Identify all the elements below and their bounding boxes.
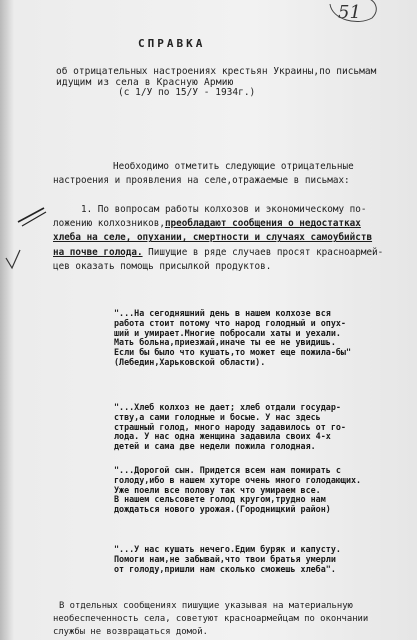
- point-line: [53, 231, 383, 245]
- quote-line: Уже поели все полову так что умираем все.: [114, 484, 321, 495]
- page-number-circle: [0, 0, 417, 40]
- letter-quote: [114, 403, 346, 452]
- point-line: [53, 217, 383, 231]
- document-subtitle: [56, 67, 386, 99]
- subtitle-line: (с 1/У по 15/У - 1934г.): [118, 87, 256, 98]
- quote-line: Мать больна,приезжай,иначе ты ее не увидишь.: [114, 337, 336, 348]
- quote-line: дождаться нового урожая.(Городнищкий район): [114, 504, 331, 515]
- conclusion-line: службы не возвращаться домой.: [53, 627, 208, 637]
- quote-line: лода. У нас одна женщина задавила своих 4-х: [114, 431, 331, 442]
- point-line: цев оказать помощь присылкой продуктов.: [53, 260, 272, 272]
- intro-line: Необходимо отметить следующие отрицательные: [113, 161, 354, 172]
- quote-line: ший и умирает.Многие побросали хаты и уехали.: [114, 327, 341, 338]
- conclusion-line: В отдельных сообщениях пишущие указывая на материальную: [59, 601, 353, 611]
- quote-line: ству,а сами голодные и босые. У нас здесь: [114, 411, 321, 422]
- letter-quote: [114, 309, 351, 368]
- underlined-text: преобладают сообщения о недостатках: [164, 218, 361, 230]
- quote-line: В нашем сельсовете голод кругом,трудно нам: [114, 494, 326, 505]
- point-text: Пишущие в ряде случаев просят красноармей-: [142, 246, 384, 258]
- quote-line: от голоду,пришли нам сколько сможешь хлеба".: [114, 563, 336, 574]
- point-1-paragraph: [53, 203, 383, 274]
- margin-check-marks: [0, 190, 60, 270]
- subtitle-line: об отрицательных настроениях крестьян Украины,по письмам: [56, 66, 377, 77]
- underlined-text: хлеба на селе, опухании, смертности и случаях самоубийств: [53, 232, 373, 244]
- conclusion-paragraph: [53, 600, 368, 639]
- quote-line: страшный голод, много народу задавилось от го-: [114, 421, 346, 432]
- quote-line: Помоги нам,не забывай,что твои братья умерли: [114, 553, 336, 564]
- quote-line: (Лебедин,Харьковской области).: [114, 356, 266, 367]
- quote-line: "...На сегодняшний день в нашем колхозе вся: [114, 308, 331, 318]
- point-line: [53, 246, 383, 260]
- quote-line: детей и сама две недели пожила голодная.: [114, 441, 316, 452]
- document-title: СПРАВКА: [138, 37, 206, 50]
- letter-quote: [114, 466, 361, 515]
- underlined-text: на почве голода.: [53, 246, 143, 258]
- page-number: 51: [338, 2, 361, 23]
- quote-line: работа стоит потому что народ голодный и опух-: [114, 317, 346, 328]
- intro-line: настроения и проявления на селе,отражаемые в письмах:: [53, 175, 350, 187]
- quote-line: "...Хлеб колхоз не дает; хлеб отдали государ-: [114, 402, 341, 412]
- quote-line: Если бы было что кушать,то может еще пожила-бы": [114, 347, 351, 358]
- letter-quote: [114, 545, 341, 574]
- conclusion-line: необеспеченность села, советуют красноармейцам по окончании: [53, 614, 369, 624]
- point-line: 1. По вопросам работы колхозов и экономическому по-: [81, 204, 367, 215]
- quote-line: "...У нас кушать нечего.Едим буряк и капусту.: [114, 544, 341, 554]
- quote-line: "...Дорогой сын. Придется всем нам помирать с: [114, 465, 341, 475]
- quote-line: голоду,ибо в нашем хуторе очень много голодающих.: [114, 474, 362, 485]
- point-text: ложению колхозников,: [53, 218, 165, 230]
- intro-paragraph: [53, 160, 354, 188]
- subtitle-line: идущим из села в Красную Армию: [56, 76, 234, 88]
